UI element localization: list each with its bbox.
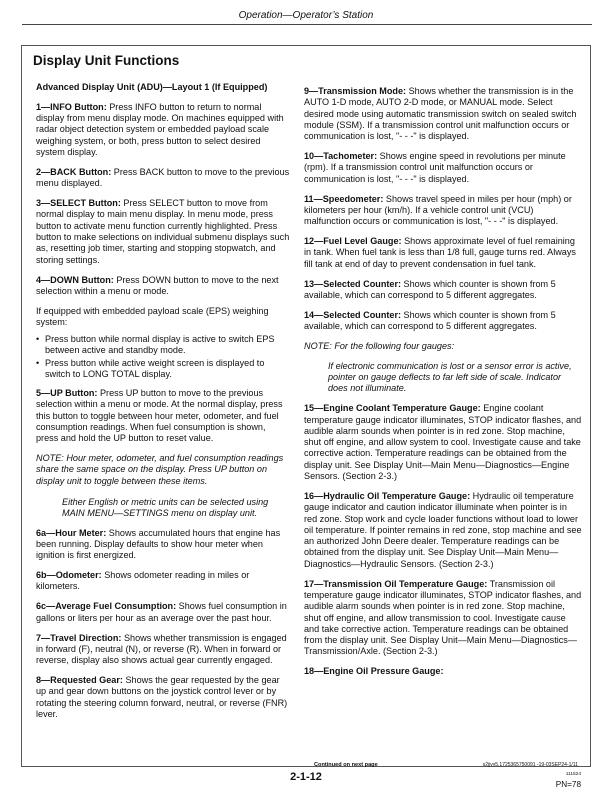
item-engine-coolant-gauge: 15—Engine Coolant Temperature Gauge: Engine coolant temperature gauge indicator illuminates, STOP indicator flashes, and audible alarm sounds when pointer is in red zone. Stop machine, shut off engine, and allow system to cool. Investigate cause and take corrective action. Temperature readings can be obtained from the display unit. See Display Unit—Main Menu—Diagnostics—Engine Sensors. (Section 2-3.) [304, 403, 582, 482]
eps-bullet-list [36, 334, 290, 380]
eps-intro: If equipped with embedded payload scale (EPS) weighing system: [36, 305, 269, 328]
continued-note: Continued on next page [314, 762, 378, 768]
item-requested-gear: 8—Requested Gear: Shows the gear requested by the gear up and gear down buttons on the joystick control lever or by rotating the steering column forward, neutral, or reverse (FNR) lever. [36, 675, 288, 719]
note-hour-meter: NOTE: Hour meter, odometer, and fuel consumption readings share the same space on the display. Press UP button on display unit to toggle between these items. Either English or metric units can be selected using MAIN MENU—SETTINGS menu on display unit. [36, 453, 290, 519]
subsection-title: Advanced Display Unit (ADU)—Layout 1 (If Equipped) [36, 82, 268, 92]
item-select-button: 3—SELECT Button: Press SELECT button to move from normal display to main menu display. In menu mode, press button to activate menu function currently highlighted. Press button to make selections on individual submenu displays such as, resetting job timer, starting and stopping stopwatch, and storing settings. [36, 198, 290, 265]
list-item: • Press button while normal display is active to switch EPS between active and standby mode. [36, 334, 290, 357]
item-speedometer: 11—Speedometer: Shows travel speed in miles per hour (mph) or kilometers per hour (km/h). If a vehicle control unit (VCU) malfunction occurs or communication is lost, "- - -" is displayed. [304, 193, 572, 227]
item-travel-direction: 7—Travel Direction: Shows whether transmission is engaged in forward (F), neutral (N), or reverse (R). When in forward or reverse, display also shows actual gear currently engaged. [36, 632, 287, 666]
item-down-button: 4—DOWN Button: Press DOWN button to move to the next selection within a menu or mode. [36, 274, 279, 296]
right-column [304, 86, 582, 686]
page-number: 2-1-12 [290, 771, 322, 783]
document-reference: s2jjvv5,1725365750091 -19-03SEP24-1/11 [482, 762, 578, 768]
item-transmission-oil-gauge: 17—Transmission Oil Temperature Gauge: Transmission oil temperature gauge indicator illuminates, STOP indicator flashes, and audible alarm sounds when pointer is in red zone. Stop machine, shut off engine, and allow transmission to cool. Investigate cause and take corrective action. Temperature readings can be obtained from the display unit. See Display Unit—Main Menu—Diagnostics—Transmission/Axle. (Section 2-3.) [304, 578, 582, 657]
item-up-button: 5—UP Button: Press UP button to move to the previous selection within a menu or mode. At the normal display, press this button to toggle between hour meter, odometer, and fuel consumption readings. When fuel consumption is shown, press and hold the UP button to reset value. [36, 388, 283, 444]
list-item: • Press button while active weight screen is displayed to switch to LONG TOTAL display. [36, 358, 290, 381]
note-units: Either English or metric units can be selected using MAIN MENU—SETTINGS menu on display unit. [62, 497, 269, 519]
item-fuel-level-gauge: 12—Fuel Level Gauge: Shows approximate level of fuel remaining in tank. When fuel tank is less than 1/8 full, gauge turns red. Always fill tank at end of day to prevent condensation in fuel tank. [304, 236, 576, 269]
item-transmission-mode: 9—Transmission Mode: Shows whether the transmission is in the AUTO 1-D mode, AUTO 2-D mode, or MANUAL mode. Select desired mode using automatic transmission switch on sealed switch module (SSM). If a transmission control unit malfunction occurs or communication is lost, "- - -" is displayed. [304, 86, 577, 142]
left-column [36, 82, 290, 729]
item-info-button: 1—INFO Button: Press INFO button to return to normal display from menu display mode. On machines equipped with radar object detection system or embedded payload scale weighing system, or both, press button to select desired system display. [36, 101, 284, 158]
item-hydraulic-oil-gauge: 16—Hydraulic Oil Temperature Gauge: Hydraulic oil temperature gauge indicator and caution indicator illuminate when pointer is in red zone. Stop work and cycle loader functions without load to lower oil temperature. If pointer remains in red zone, stop machine and see an authorized John Deere dealer. Temperature readings can be obtained from the display unit. See Display Unit—Main Menu—Diagnostics—Hydraulic Sensors. (Section 2-3.) [304, 490, 582, 569]
note-gauges-body: If electronic communication is lost or a sensor error is active, pointer on gauge deflects to far left side of scale. Indicator does not illuminate. [328, 360, 572, 394]
header-rule [22, 24, 592, 25]
item-back-button: 2—BACK Button: Press BACK button to move to the previous menu displayed. [36, 166, 290, 189]
item-selected-counter-14: 14—Selected Counter: Shows which counter is shown from 5 available, which can correspond to 5 different aggregates. [304, 309, 556, 332]
running-header: Operation—Operator’s Station [238, 10, 374, 21]
footer-code: 111524 [565, 772, 581, 777]
item-odometer: 6b—Odometer: Shows odometer reading in miles or kilometers. [36, 570, 250, 592]
pn-number: PN=78 [555, 780, 581, 789]
section-title: Display Unit Functions [33, 53, 180, 68]
item-average-fuel: 6c—Average Fuel Consumption: Shows fuel consumption in gallons or liters per hour as an average over the past hour. [36, 601, 287, 623]
item-tachometer: 10—Tachometer: Shows engine speed in revolutions per minute (rpm). If a transmission control unit malfunction occurs or communication is lost, "- - -" is displayed. [304, 151, 566, 184]
item-hour-meter: 6a—Hour Meter: Shows accumulated hours that engine has been running. Display defaults to show hour meter when ignition is first energized. [36, 527, 281, 561]
item-engine-oil-pressure-gauge: 18—Engine Oil Pressure Gauge: [304, 666, 444, 677]
item-selected-counter-13: 13—Selected Counter: Shows which counter is shown from 5 available, which can correspond to 5 different aggregates. [304, 278, 556, 300]
note-gauges-lead: NOTE: For the following four gauges: [304, 340, 455, 351]
